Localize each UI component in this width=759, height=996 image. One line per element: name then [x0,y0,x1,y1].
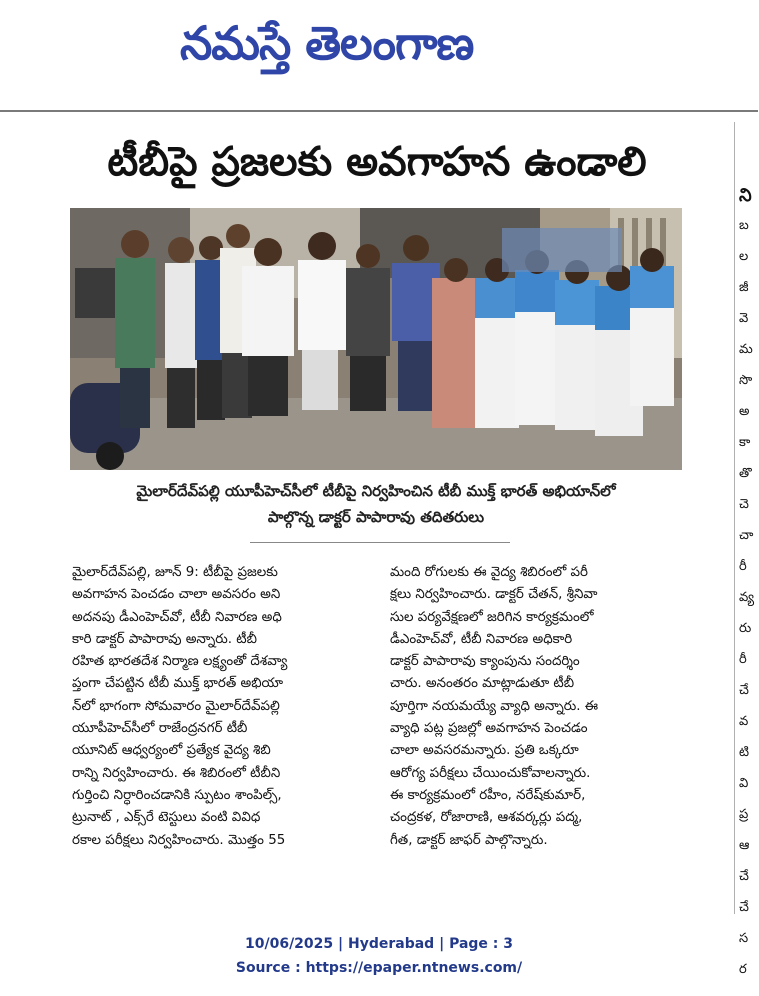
adjacent-text-fragment: చె [739,497,749,512]
footer-source: Source : https://epaper.ntnews.com/ [235,960,523,976]
adjacent-text-fragment: మ [739,342,753,357]
article-line: క్షలు నిర్వహించారు. డాక్టర్ చేతన్, శ్రీనివా [390,587,598,603]
article-line: డాక్టర్ పాపారావు క్యాంపును సందర్శిం [390,654,580,670]
adjacent-article-edge [734,122,759,977]
article-column-left [72,562,364,852]
adjacent-text-fragment: ర [739,962,747,977]
adjacent-text-fragment: ల [739,249,749,264]
caption-line: పాల్గొన్న డాక్టర్ పాపారావు తదితరులు [267,508,485,526]
article-line: సుల పర్యవేక్షణలో జరిగిన కార్యక్రమంలో [390,609,594,625]
article-line: పూర్తిగా నయమయ్యే వ్యాధి అన్నారు. ఈ [390,698,599,714]
adjacent-text-fragment: సొ [739,373,753,388]
article-line: ట్రునాట్ , ఎక్స్‌రే టెస్టులు వంటి వివిధ [72,810,261,826]
adjacent-text-fragment: చే [739,900,749,915]
adjacent-text-fragment: వె [739,311,749,326]
article-line: కారి డాక్టర్ పాపారావు అన్నారు. టీబీ [72,631,257,647]
article-line: మైలార్‌దేవ్‌పల్లి, జూన్ 9: టీబీపై ప్రజలకు [72,565,278,580]
adjacent-text-fragment: ని [739,185,752,206]
caption-line: మైలార్‌దేవ్‌పల్లి యూపీహెచ్‌సీలో టీబీపై నిర్వహించిన టీబీ ముక్త్ భారత్ అభియాన్‌లో [136,482,616,500]
adjacent-text-fragment: వ [739,714,749,729]
article-line: ఈ కార్యక్రమంలో రహీం, నరేష్‌కుమార్, [390,787,586,803]
article-line: గీత, డాక్టర్ జాఫర్ పాల్గొన్నారు. [390,832,548,848]
article-line: ఆరోగ్య పరీక్షలు చేయించుకోవాలన్నారు. [390,765,591,781]
adjacent-text-fragment: ప్ర [739,807,749,822]
article-line: వ్యాధి పట్ల ప్రజల్లో అవగాహన పెంచడం [390,721,588,737]
article-photo [70,208,682,470]
article-line: డీఎంహెచ్‌వో, టీబీ నివారణ అధికారి [390,631,573,647]
page-footer [0,932,758,980]
article-line: చంద్రకళ, రోజారాణి, ఆశవర్కర్లు పద్మ, [390,810,583,826]
adjacent-text-fragment: టి [739,745,750,760]
article-line: అవగాహన పెంచడం చాలా అవసరం అని [72,587,281,603]
adjacent-text-fragment: రీ [739,652,747,667]
adjacent-text-fragment: చా [739,528,754,543]
article-line: అదనపు డీఎంహెచ్‌వో, టీబీ నివారణ అధి [72,609,282,625]
article-line: గుర్తించి నిర్ధారించడానికి స్పుటం శాంపిల్స్, [72,787,282,803]
article-line: మంది రోగులకు ఈ వైద్య శిబిరంలో పరీ [390,565,588,580]
adjacent-text-fragment: అ [739,404,750,419]
adjacent-text-fragment: స [739,931,749,946]
article-line: యూపీహెచ్‌సీలో రాజేంద్రనగర్ టీబీ [72,721,248,737]
newspaper-masthead: నమస్తే తెలంగాణ [180,16,474,70]
article-line: రకాల పరీక్షలు నిర్వహించారు. మొత్తం 55 [72,832,286,848]
article-line: రాన్ని నిర్వహించారు. ఈ శిబిరంలో టీబీని [72,765,281,781]
masthead-divider [0,110,758,112]
adjacent-text-fragment: రీ [739,559,747,574]
adjacent-text-fragment: వ్య [739,590,755,605]
adjacent-text-fragment: చే [739,683,749,698]
article-column-right [390,562,682,852]
article-line: యూనిట్ ఆధ్వర్యంలో ప్రత్యేక వైద్య శిబి [72,743,271,759]
article-line: న్‌లో భాగంగా సోమవారం మైలార్‌దేవ్‌పల్లి [72,698,280,714]
adjacent-text-fragment: చే [739,869,749,884]
article-line: చారు. అనంతరం మాట్లాడుతూ టీబీ [390,676,575,692]
adjacent-text-fragment: ఆ [739,838,750,853]
article-line: చాలా అవసరమన్నారు. ప్రతి ఒక్కరూ [390,743,579,759]
adjacent-text-fragment: తొ [739,466,752,481]
caption-divider [250,542,510,543]
footer-date-edition: 10/06/2025 | Hyderabad | Page : 3 [244,936,514,952]
article-headline: టీబీపై ప్రజలకు అవగాహన ఉండాలి [107,139,647,185]
adjacent-text-fragment: బ [739,218,749,233]
article-line: రహిత భారతదేశ నిర్మాణ లక్ష్యంతో దేశవ్యా [72,654,288,670]
article-line: ప్తంగా చేపట్టిన టీబీ ముక్త్ భారత్ అభియా [72,676,284,692]
adjacent-text-fragment: వి [739,776,749,791]
adjacent-text-fragment: రు [739,621,752,636]
photo-caption [70,478,682,530]
adjacent-text-fragment: కా [739,435,751,450]
adjacent-text-fragment: జీ [739,280,749,295]
